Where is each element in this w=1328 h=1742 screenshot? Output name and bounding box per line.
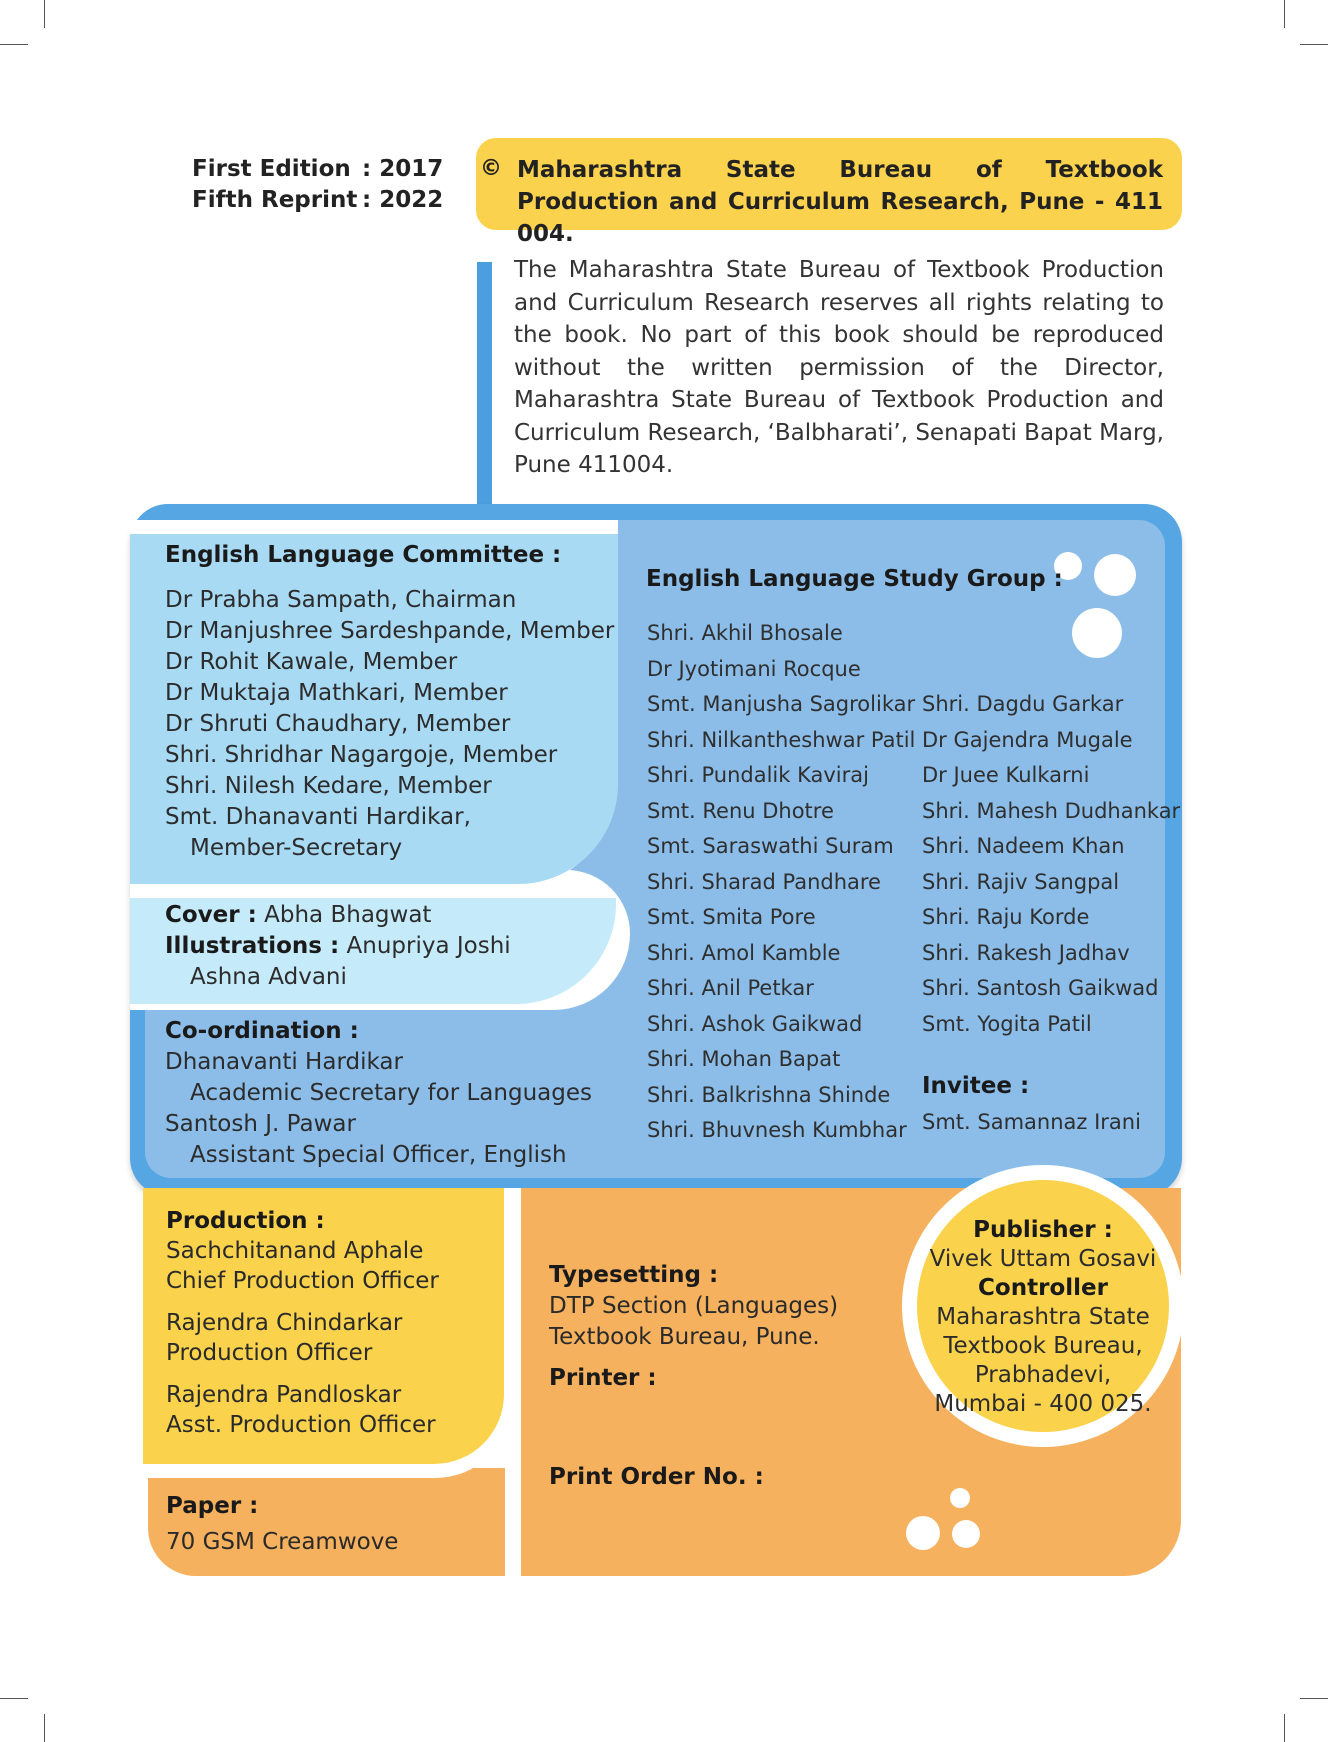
copyright-icon: © — [480, 156, 502, 181]
coordinator-role: Assistant Special Officer, English — [190, 1142, 567, 1168]
committee-member: Dr Rohit Kawale, Member — [165, 649, 458, 675]
production-section — [166, 1206, 439, 1440]
coordination-section — [165, 1016, 592, 1171]
study-group-member: Smt. Smita Pore — [647, 905, 816, 929]
crop-mark — [1284, 0, 1285, 28]
paper-section — [166, 1488, 398, 1560]
study-group-member: Shri. Rajiv Sangpal — [922, 869, 1120, 894]
crop-mark — [1300, 1698, 1328, 1699]
rights-notice: The Maharashtra State Bureau of Textbook Production and Curriculum Research reserves all rights relating to the book. No part of this book should be reproduced without the written permission of the Director, Maharashtra State Bureau of Textbook Production and Curriculum Research, ‘Balbharati’, Senapati Bapat Marg, Pune 411004. — [514, 257, 1164, 478]
typesetting-heading: Typesetting : — [549, 1262, 719, 1288]
committee-member: Dr Manjushree Sardeshpande, Member — [165, 618, 615, 644]
study-group-member: Shri. Dagdu Garkar — [922, 692, 1124, 716]
study-group-member: Shri. Nadeem Khan — [922, 834, 1125, 858]
first-edition-value: : 2017 — [362, 156, 444, 182]
production-role: Production Officer — [166, 1340, 373, 1366]
study-group-member: Shri. Akhil Bhosale — [647, 621, 843, 645]
illustrator-name: Anupriya Joshi — [346, 933, 511, 959]
reprint-label: Fifth Reprint — [192, 187, 358, 213]
copyright-holder: Maharashtra State Bureau of Textbook Production and Curriculum Research, Pune - 411 004. — [517, 157, 1163, 247]
study-group-member: Smt. Saraswathi Suram — [647, 834, 894, 858]
committee-member: Dr Prabha Sampath, Chairman — [165, 587, 517, 613]
cover-section — [165, 900, 511, 993]
invitee-name: Smt. Samannaz Irani — [922, 1110, 1141, 1134]
publisher-address-line: Prabhadevi, — [974, 1362, 1112, 1388]
study-group-member: Smt. Yogita Patil — [922, 1011, 1092, 1036]
study-group-member: Shri. Nilkantheshwar Patil — [647, 727, 916, 752]
committee-heading: English Language Committee : — [165, 542, 562, 568]
production-role: Chief Production Officer — [166, 1268, 439, 1294]
study-group-member: Shri. Bhuvnesh Kumbhar — [647, 1118, 907, 1142]
study-group-member: Shri. Amol Kamble — [647, 940, 841, 965]
study-group-member: Dr Juee Kulkarni — [922, 763, 1090, 787]
study-group-member: Smt. Manjusha Sagrolikar — [647, 692, 916, 716]
study-group-member: Dr Gajendra Mugale — [922, 727, 1133, 752]
committee-member: Smt. Dhanavanti Hardikar, — [165, 804, 471, 830]
study-group-column-2 — [922, 687, 1180, 1042]
illustrations-label: Illustrations : — [165, 933, 340, 959]
study-group-member: Shri. Mohan Bapat — [647, 1047, 841, 1071]
production-role: Asst. Production Officer — [166, 1412, 436, 1438]
paper-value: 70 GSM Creamwove — [166, 1529, 399, 1555]
production-heading: Production : — [166, 1208, 325, 1234]
study-group-heading: English Language Study Group : — [646, 566, 1063, 592]
study-group-member: Shri. Mahesh Dudhankar — [922, 798, 1181, 823]
committee-member-role: Member-Secretary — [190, 835, 403, 861]
invitee-heading: Invitee : — [922, 1073, 1030, 1099]
publisher-address-line: Mumbai - 400 025. — [934, 1391, 1152, 1417]
study-group-member: Shri. Raju Korde — [922, 905, 1090, 929]
coordinator-name: Santosh J. Pawar — [165, 1111, 356, 1137]
production-name: Sachchitanand Aphale — [166, 1238, 424, 1264]
bubble-decoration — [952, 1520, 980, 1548]
cover-label: Cover : — [165, 902, 257, 928]
publisher-section — [917, 1216, 1169, 1419]
publisher-address-line: Maharashtra State — [936, 1304, 1150, 1330]
production-name: Rajendra Pandloskar — [166, 1382, 402, 1408]
crop-mark — [44, 1714, 45, 1742]
committee-member: Shri. Shridhar Nagargoje, Member — [165, 742, 558, 768]
typesetting-section — [549, 1260, 838, 1353]
bubble-decoration — [950, 1488, 970, 1508]
printer-heading: Printer : — [549, 1365, 657, 1391]
typesetting-line: Textbook Bureau, Pune. — [549, 1324, 820, 1350]
publisher-name: Vivek Uttam Gosavi — [929, 1246, 1157, 1272]
publisher-address-line: Textbook Bureau, — [943, 1333, 1143, 1359]
first-edition-label: First Edition — [192, 156, 351, 182]
cover-name: Abha Bhagwat — [264, 902, 432, 928]
coordination-heading: Co-ordination : — [165, 1018, 359, 1044]
crop-mark — [0, 1698, 28, 1699]
typesetting-line: DTP Section (Languages) — [549, 1293, 839, 1319]
study-group-member: Shri. Rakesh Jadhav — [922, 940, 1130, 965]
study-group-member: Dr Jyotimani Rocque — [647, 656, 861, 681]
committee-member: Dr Muktaja Mathkari, Member — [165, 680, 508, 706]
study-group-member: Shri. Santosh Gaikwad — [922, 976, 1159, 1000]
paper-heading: Paper : — [166, 1493, 259, 1519]
study-group-member: Shri. Balkrishna Shinde — [647, 1082, 891, 1107]
bubble-decoration — [1094, 554, 1136, 596]
column-divider — [505, 1188, 521, 1578]
publisher-heading: Publisher : — [973, 1217, 1113, 1243]
committee-section — [165, 540, 614, 864]
crop-mark — [1284, 1714, 1285, 1742]
coordinator-role: Academic Secretary for Languages — [190, 1080, 592, 1106]
crop-mark — [0, 44, 28, 45]
study-group-member: Shri. Ashok Gaikwad — [647, 1011, 863, 1036]
study-group-member: Smt. Renu Dhotre — [647, 798, 834, 823]
edition-info — [192, 154, 443, 216]
rights-stripe — [477, 262, 492, 508]
illustrator-name: Ashna Advani — [190, 964, 347, 990]
coordinator-name: Dhanavanti Hardikar — [165, 1049, 403, 1075]
study-group-member: Shri. Anil Petkar — [647, 976, 814, 1000]
study-group-member: Shri. Sharad Pandhare — [647, 869, 881, 894]
committee-member: Shri. Nilesh Kedare, Member — [165, 773, 492, 799]
reprint-value: : 2022 — [362, 187, 444, 213]
bubble-decoration — [1072, 608, 1122, 658]
crop-mark — [1300, 44, 1328, 45]
bubble-decoration — [906, 1516, 940, 1550]
publisher-title: Controller — [978, 1275, 1108, 1301]
print-order-heading: Print Order No. : — [549, 1464, 764, 1490]
committee-member: Dr Shruti Chaudhary, Member — [165, 711, 511, 737]
study-group-column-1 — [647, 616, 915, 1149]
production-name: Rajendra Chindarkar — [166, 1310, 403, 1336]
crop-mark — [44, 0, 45, 28]
study-group-member: Shri. Pundalik Kaviraj — [647, 763, 869, 787]
